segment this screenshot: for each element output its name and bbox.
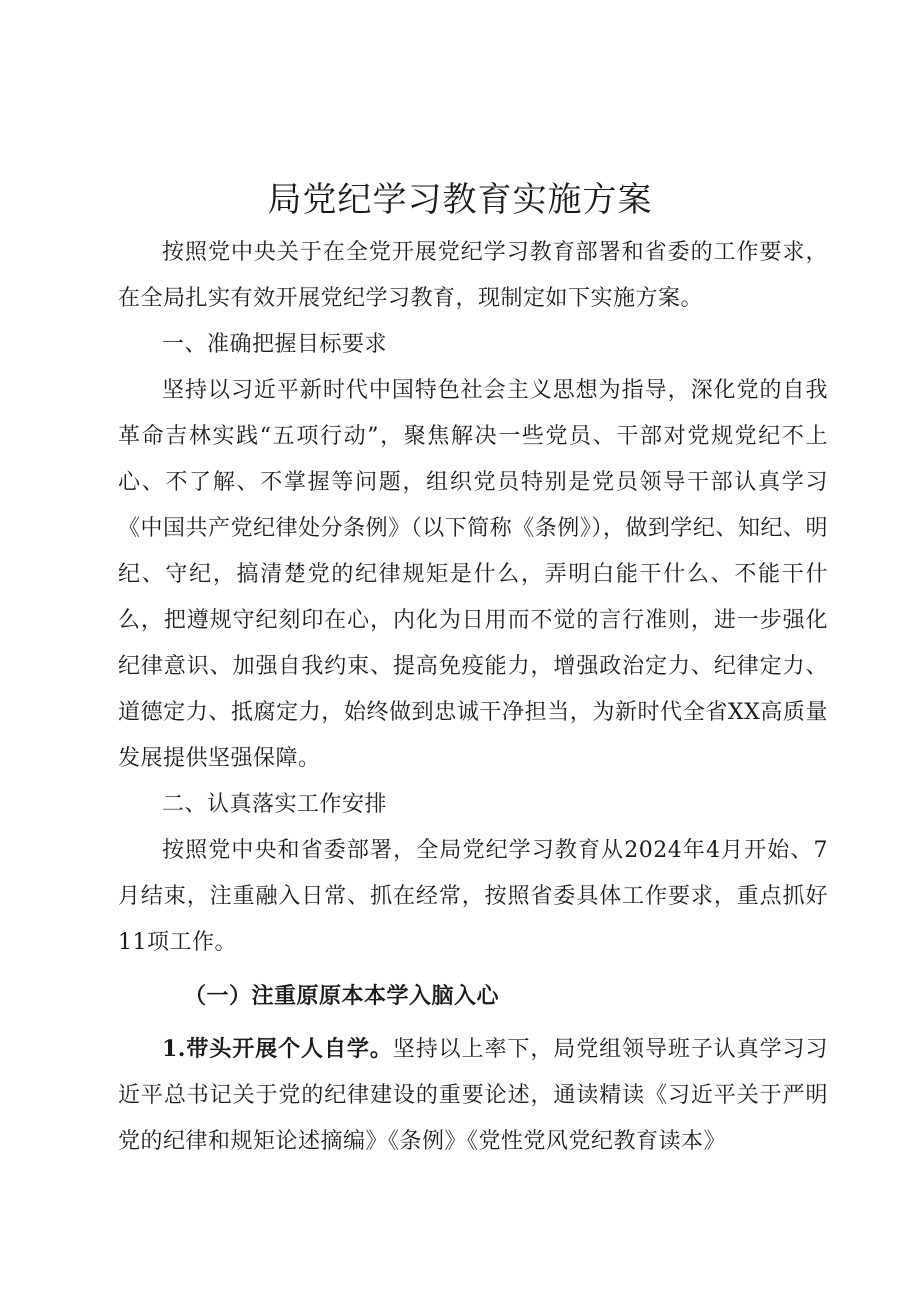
item-1-lead: 1.带头开展个人自学。 bbox=[162, 1036, 393, 1062]
subsection-1-heading: （一）注重原原本本学入脑入心 bbox=[184, 983, 500, 1009]
section-2-heading: 二、认真落实工作安排 bbox=[162, 792, 388, 817]
section-1-paragraph: 坚持以习近平新时代中国特色社会主义思想为指导，深化党的自我革命吉林实践“五项行动”，聚焦解决一些党员、干部对党规党纪不上心、不了解、不掌握等问题，组织党员特别是党员领导干部认真学习《中国共产党纪律处分条例》（以下简称《条例》），做到学纪、知纪、明纪、守纪，搞清楚党的纪律规矩是什么，弄明白能干什么、不能干什么，把遵规守纪刻印在心，内化为日用而不觉的言行准则，进一步强化纪律意识、加强自我约束、提高免疫能力，增强政治定力、纪律定力、道德定力、抵腐定力，始终做到忠诚干净担当，为新时代全省XX高质量发展提供坚强保障。 bbox=[118, 378, 828, 771]
section-2-paragraph: 按照党中央和省委部署，全局党纪学习教育从2024年4月开始、7月结束，注重融入日常、抓在经常，按照省委具体工作要求，重点抓好11项工作。 bbox=[118, 838, 828, 955]
intro-paragraph: 按照党中央关于在全党开展党纪学习教育部署和省委的工作要求，在全局扎实有效开展党纪学习教育，现制定如下实施方案。 bbox=[118, 240, 828, 311]
document-title: 局党纪学习教育实施方案 bbox=[267, 180, 653, 220]
item-1-body: 坚持以上率下，局党组领导班子认真学习习近平总书记关于党的纪律建设的重要论述，通读精读《习近平关于严明党的纪律和规矩论述摘编》《条例》《党性党风党纪教育读本》 bbox=[118, 1037, 828, 1154]
item-1-paragraph bbox=[118, 1026, 828, 1165]
section-1-heading: 一、准确把握目标要求 bbox=[162, 332, 388, 357]
document-body bbox=[118, 230, 828, 1165]
